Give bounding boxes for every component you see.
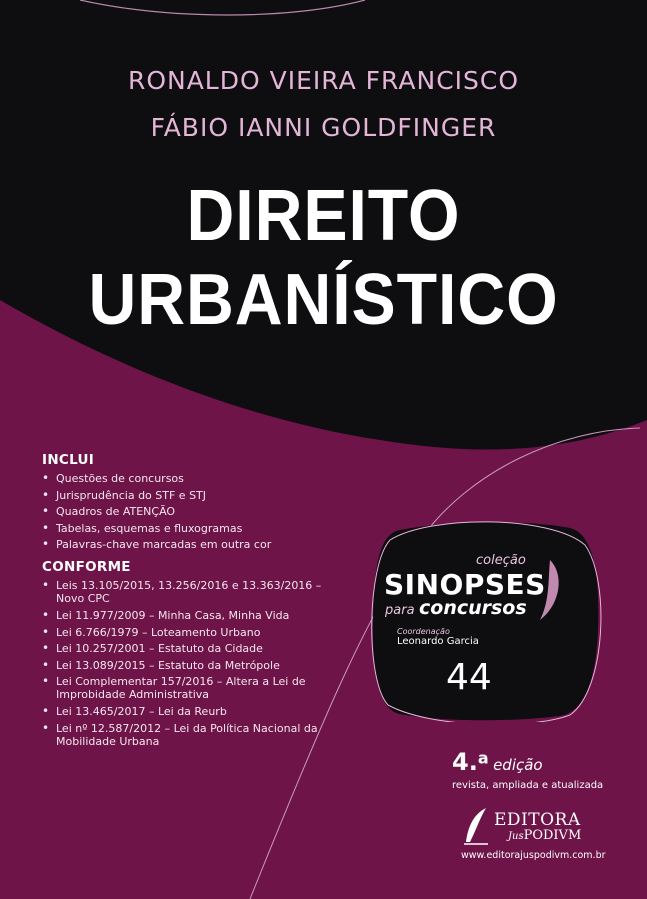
list-item: • Quadros de ATENÇÃO	[42, 505, 342, 518]
publisher-name-line2	[508, 828, 581, 843]
collection-concursos: concursos	[419, 597, 527, 619]
list-item: • Questões de concursos	[42, 472, 342, 485]
coordination-label: Coordenação	[397, 627, 450, 636]
author-2: FÁBIO IANNI GOLDFINGER	[150, 113, 497, 142]
edition-word: edição	[493, 756, 543, 774]
list-item: • Lei 6.766/1979 – Loteamento Urbano	[42, 626, 342, 639]
title-line-2: URBANÍSTICO	[88, 260, 559, 340]
coordinator-name: Leonardo Garcia	[397, 636, 479, 647]
edition-superscript: a	[477, 748, 489, 768]
collection-colecao: coleção	[476, 553, 526, 568]
publisher-name-line1: EDITORA	[494, 810, 581, 830]
list-item: • Lei Complementar 157/2016 – Altera a Lei de Improbidade Administrativa	[42, 675, 342, 701]
publisher-url: www.editorajuspodivm.com.br	[461, 850, 606, 861]
conforme-list	[42, 579, 342, 747]
edition-label	[452, 748, 543, 776]
list-item: • Lei 13.089/2015 – Estatuto da Metrópole	[42, 659, 342, 672]
collection-sinopses: SINOPSES	[384, 568, 546, 601]
conforme-heading: CONFORME	[42, 559, 131, 576]
inclui-list	[42, 472, 342, 551]
publisher-suffix: PODIVM	[523, 828, 582, 843]
edition-number: 4.	[452, 748, 478, 776]
title-line-1: DIREITO	[186, 176, 461, 256]
edition-subtitle: revista, ampliada e atualizada	[452, 780, 604, 791]
publisher-prefix: Jus	[508, 831, 524, 842]
content-lists	[42, 452, 342, 756]
volume-number: 44	[446, 657, 492, 698]
list-item: • Palavras-chave marcadas em outra cor	[42, 538, 342, 551]
list-item: • Jurisprudência do STF e STJ	[42, 489, 342, 502]
publisher-logo	[462, 806, 602, 846]
list-item: • Lei nº 12.587/2012 – Lei da Política Nacional da Mobilidade Urbana	[42, 722, 342, 748]
author-1: RONALDO VIEIRA FRANCISCO	[127, 66, 520, 95]
publisher-feather-icon	[462, 806, 490, 846]
collection-para: para	[385, 603, 415, 618]
list-item: • Lei 11.977/2009 – Minha Casa, Minha Vida	[42, 609, 342, 622]
list-item: • Leis 13.105/2015, 13.256/2016 e 13.363/2016 – Novo CPC	[42, 579, 342, 605]
inclui-heading: INCLUI	[42, 452, 95, 468]
list-item: • Lei 13.465/2017 – Lei da Reurb	[42, 705, 342, 718]
list-item: • Tabelas, esquemas e fluxogramas	[42, 522, 342, 535]
list-item: • Lei 10.257/2001 – Estatuto da Cidade	[42, 642, 342, 655]
